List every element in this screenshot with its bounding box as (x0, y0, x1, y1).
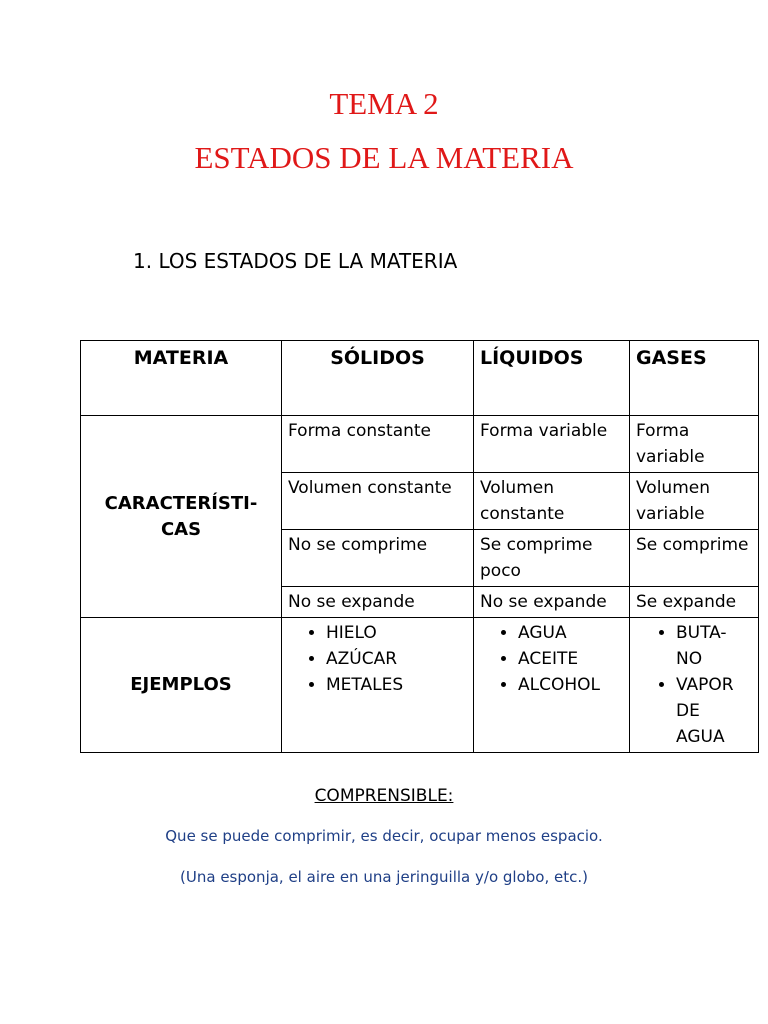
table-cell: Se expande (630, 587, 759, 618)
examples-list (636, 620, 752, 750)
table-cell: Forma variable (474, 416, 630, 473)
table-row (81, 416, 759, 473)
header-gases: GASES (630, 341, 759, 416)
comprensible-title: COMPRENSIBLE: (314, 786, 454, 806)
list-item: • BUTA-NO (676, 620, 752, 672)
table-cell: Forma constante (282, 416, 474, 473)
comprensible-examples: (Una esponja, el aire en una jeringuilla y/o globo, etc.) (180, 868, 588, 886)
table-cell: Volumen constante (282, 473, 474, 530)
table-cell: Se comprime (630, 530, 759, 587)
list-item: • ALCOHOL (518, 672, 623, 698)
list-item: • AGUA (518, 620, 623, 646)
examples-list (288, 620, 467, 698)
table-cell: No se comprime (282, 530, 474, 587)
header-solidos: SÓLIDOS (282, 341, 474, 416)
examples-list (480, 620, 623, 698)
examples-solidos (282, 618, 474, 753)
table-cell: No se expande (474, 587, 630, 618)
table-cell: No se expande (282, 587, 474, 618)
comprensible-definition: Que se puede comprimir, es decir, ocupar menos espacio. (165, 827, 603, 845)
header-liquidos: LÍQUIDOS (474, 341, 630, 416)
examples-liquidos (474, 618, 630, 753)
list-item: • ACEITE (518, 646, 623, 672)
table-row (81, 618, 759, 753)
examples-gases (630, 618, 759, 753)
header-materia: MATERIA (81, 341, 282, 416)
list-item: • VAPOR DE AGUA (676, 672, 752, 750)
characteristics-label: CARACTERÍSTI-CAS (81, 416, 282, 618)
section-title: 1. LOS ESTADOS DE LA MATERIA (133, 249, 458, 273)
table-cell: Forma variable (630, 416, 759, 473)
list-item: • METALES (326, 672, 467, 698)
topic-title: ESTADOS DE LA MATERIA (194, 140, 574, 175)
table-cell: Volumen variable (630, 473, 759, 530)
list-item: • HIELO (326, 620, 467, 646)
examples-label: EJEMPLOS (81, 618, 282, 753)
table-header-row (81, 341, 759, 416)
table-cell: Se comprime poco (474, 530, 630, 587)
table-cell: Volumen constante (474, 473, 630, 530)
states-table (80, 340, 759, 753)
list-item: • AZÚCAR (326, 646, 467, 672)
topic-number: TEMA 2 (329, 86, 439, 121)
